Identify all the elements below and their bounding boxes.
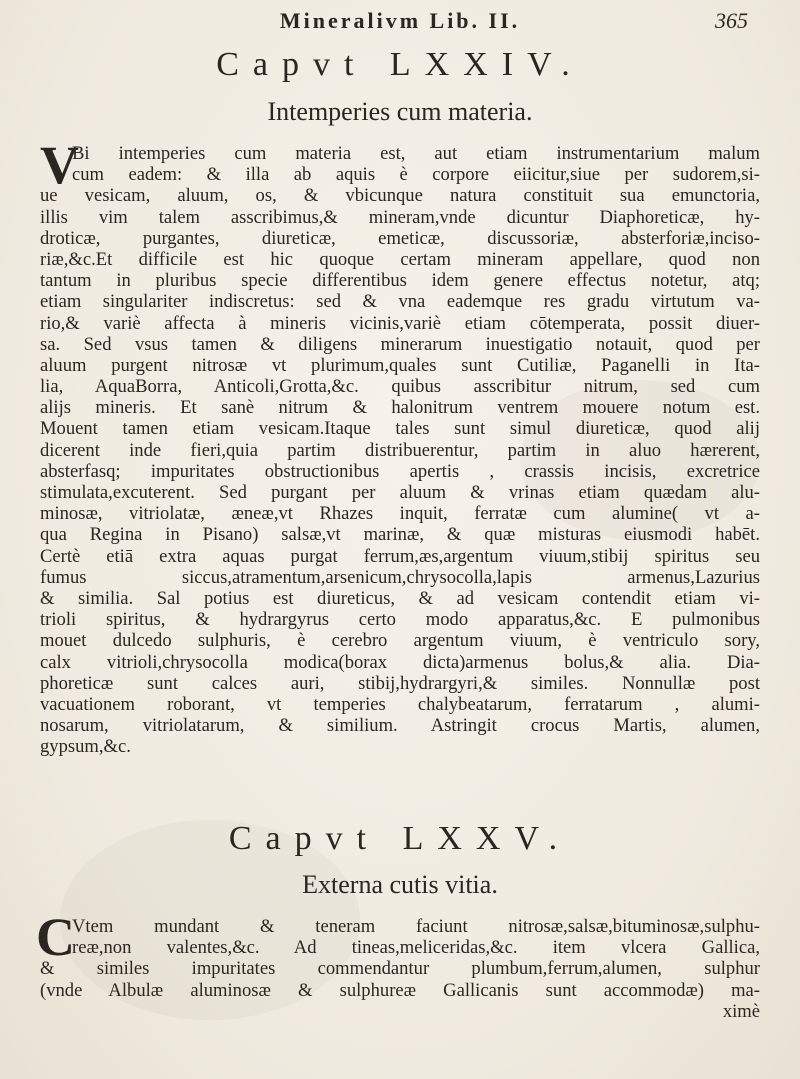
text-line: Mouent tamen etiam vesicam.Itaque tales sunt simul diureticæ, quod alij [40,418,760,440]
text-line: dicerent inde fieri,quia partim distribuerentur, partim in aluo hærerent, [40,439,760,461]
text-line: qua Regina in Pisano) salsæ,vt marinæ, & quæ misturas eiusmodi habēt. [40,524,760,546]
chapter-75-heading: Capvt LXXV. [228,820,572,857]
text-line: gypsum,&c. [40,736,131,758]
chapter-74-subtitle: Intemperies cum materia. [267,97,533,126]
chapter-74-body [40,143,760,757]
catchword: ximè [722,1000,760,1022]
text-line: etiam singulariter indiscretus: sed & vna eademque res gradu virtutum va- [40,291,760,313]
running-head [0,8,800,48]
chapter-75-subtitle: Externa cutis vitia. [302,870,498,899]
text-line: alijs mineris. Et sanè nitrum & halonitrum ventrem mouere notum est. [40,397,760,419]
chapter-75-dropcap: C [36,907,75,967]
text-line: & similes impuritates commendantur plumbum,ferrum,alumen, sulphur [40,958,760,980]
text-line: mouet dulcedo sulphuris, è cerebro argentum viuum, è ventriculo sory, [40,630,760,652]
text-line: absterfasq; impuritates obstructionibus apertis , crassis incisis, excretrice [40,460,760,482]
text-line: Bi intemperies cum materia est, aut etiam instrumentarium malum [72,143,760,164]
text-line: vacuationem roborant, vt temperies chalybeatarum, ferratarum , alumi- [40,693,760,715]
text-line: stimulata,excuterent. Sed purgant per aluum & vrinas etiam quædam alu- [40,482,760,503]
text-line: nosarum, vitriolatarum, & similium. Astringit crocus Martis, alumen, [40,715,760,737]
text-line: Vtem mundant & teneram faciunt nitrosæ,salsæ,bituminosæ,sulphu- [72,916,760,937]
text-line: trioli spiritus, & hydrargyrus certo modo apparatus,&c. E pulmonibus [40,609,760,631]
text-line: riæ,&c.Et difficile est hic quoque certam mineram appellare, quod non [40,248,760,270]
page-number: 365 [715,8,748,33]
text-line: aluum purgent nitrosæ vt plurimum,quales sunt Cutiliæ, Paganelli in Ita- [40,354,760,376]
text-line: ue vesicam, aluum, os, & vbicunque natura constituit sua emunctoria, [40,185,760,207]
text-line: fumus siccus,atramentum,arsenicum,chrysocolla,lapis armenus,Lazurius [40,566,760,588]
text-line: sa. Sed vsus tamen & diligens minerarum inuestigatio notauit, quod per [40,333,760,355]
text-line: illis vim talem asscribimus,& mineram,vnde dicuntur Diaphoreticæ, hy- [40,206,760,228]
text-line: cum eadem: & illa ab aquis è corpore eiicitur,siue per sudorem,si- [72,164,760,186]
running-head-title: Mineralivm Lib. II. [279,8,521,33]
chapter-75-body [40,916,760,1022]
text-line: tantum in pluribus specie differentibus idem genere effectus notetur, atq; [40,270,760,292]
text-line: lia, AquaBorra, Anticoli,Grotta,&c. quibus asscribitur nitrum, sed cum [40,376,760,398]
text-line: rio,& variè affecta à mineris vicinis,variè etiam cōtemperata, possit diuer- [40,312,760,334]
text-line: calx vitrioli,chrysocolla modica(borax dicta)armenus bolus,& alia. Dia- [40,651,760,673]
text-line: minosæ, vitriolatæ, æneæ,vt Rhazes inquit, ferratæ cum alumine( vt a- [40,503,760,525]
text-line: phoreticæ sunt calces auri, stibij,hydrargyri,& similes. Nonnullæ post [40,672,760,694]
chapter-74-heading: Capvt LXXIV. [216,46,584,83]
text-line: reæ,non valentes,&c. Ad tineas,meliceridas,&c. item vlcera Gallica, [72,937,760,959]
text-line: & similia. Sal potius est diureticus, & ad vesicam contendit etiam vi- [40,587,760,609]
chapter-74-dropcap: V [40,135,79,195]
text-line: (vnde Albulæ aluminosæ & sulphureæ Gallicanis sunt accommodæ) ma- [40,979,760,1001]
text-line: droticæ, purgantes, diureticæ, emeticæ, discussoriæ, absterforiæ,inciso- [40,227,760,249]
text-line: Certè etiā extra aquas purgat ferrum,æs,argentum viuum,stibij spiritus seu [40,545,760,567]
